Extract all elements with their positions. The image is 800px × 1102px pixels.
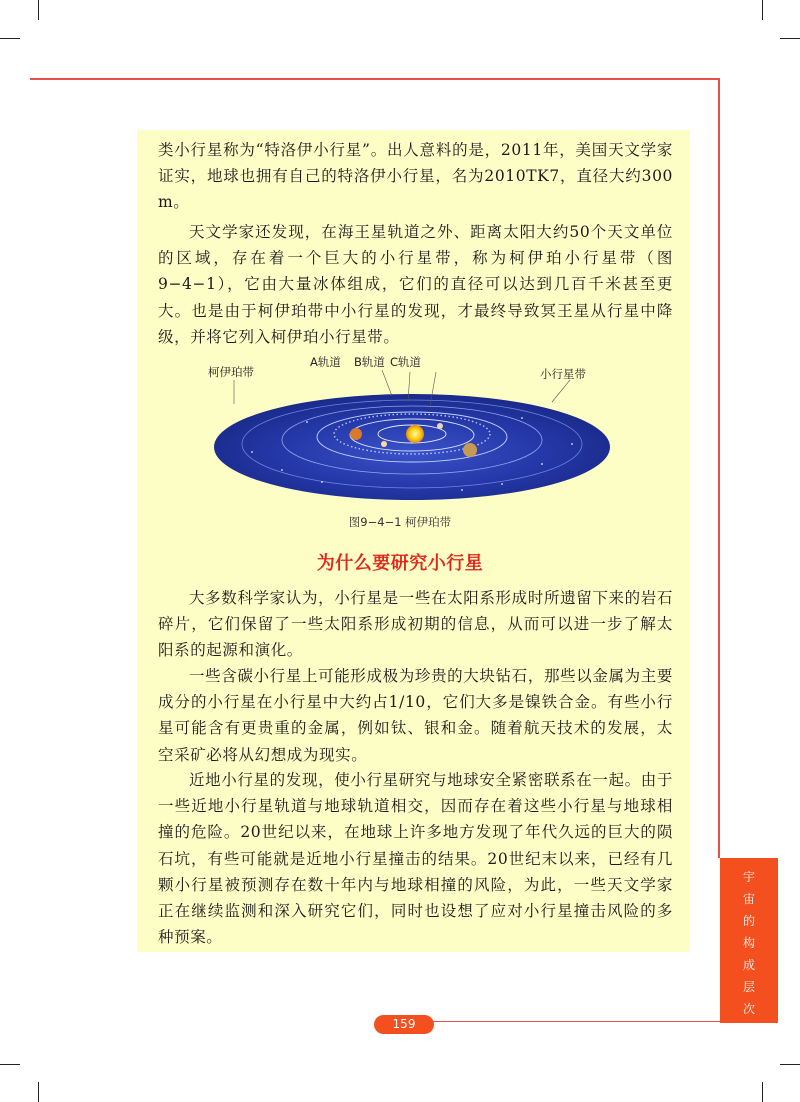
label-asteroid-belt: 小行星带 xyxy=(540,367,586,381)
crop-mark xyxy=(762,0,763,20)
side-tab-char: 的 xyxy=(742,914,755,928)
kuiper-belt-figure xyxy=(208,352,614,502)
crop-mark xyxy=(0,38,20,39)
page-number: 159 xyxy=(374,1015,434,1034)
crop-mark xyxy=(780,1064,800,1065)
chapter-side-tab xyxy=(720,858,778,1023)
paragraph-kuiper: 天文学家还发现，在海王星轨道之外、距离太阳大约50个天文单位的区域，存在着一个巨大的小行星带，称为柯伊珀小行星带（图9−4−1），它由大量冰体组成，它们的直径可以达到几百千米甚至更大。也是由于柯伊珀带中小行星的发现，才最终导致冥王星从行星中降级，并将它列入柯伊珀小行星带。 xyxy=(158,223,673,346)
label-orbit-b: B轨道 xyxy=(354,355,385,369)
label-orbit-c: C轨道 xyxy=(390,355,422,369)
paragraph-trojan: 类小行星称为“特洛伊小行星”。出人意料的是，2011年，美国天文学家证实，地球也拥有自己的特洛伊小行星，名为2010TK7，直径大约300 m。 xyxy=(158,141,673,212)
paragraph-near-earth: 近地小行星的发现，使小行星研究与地球安全紧密联系在一起。由于一些近地小行星轨道与地球轨道相交，因而存在着这些小行星与地球相撞的危险。20世纪以来，在地球上许多地方发现了年代久远的巨大的陨石坑，有些可能就是近地小行星撞击的结果。20世纪末以来，已经有几颗小行星被预测存在数十年内与地球相撞的风险，为此，一些天文学家正在继续监测和深入研究它们，同时也设想了应对小行星撞击风险的多种预案。 xyxy=(158,771,673,947)
crop-mark xyxy=(762,1082,763,1102)
page-frame-right xyxy=(718,78,720,858)
page-frame-top xyxy=(30,78,720,80)
side-tab-char: 层 xyxy=(742,980,755,994)
side-tab-char: 宙 xyxy=(742,892,755,906)
crop-mark xyxy=(38,0,39,20)
label-kuiper-belt: 柯伊珀带 xyxy=(208,365,254,379)
page-number-rule xyxy=(386,1021,720,1022)
paragraph-mining: 一些含碳小行星上可能形成极为珍贵的大块钻石，那些以金属为主要成分的小行星在小行星中大约占1/10，它们大多是镍铁合金。有些小行星可能含有更贵重的金属，例如钛、银和金。随着航天技术的发展，太空采矿必将从幻想成为现实。 xyxy=(158,667,673,764)
side-tab-char: 成 xyxy=(742,958,755,972)
crop-mark xyxy=(780,38,800,39)
side-tab-char: 宇 xyxy=(742,870,755,884)
paragraph-research-reason: 大多数科学家认为，小行星是一些在太阳系形成时所遗留下来的岩石碎片，它们保留了一些太阳系形成初期的信息，从而可以进一步了解太阳系的起源和演化。 xyxy=(158,589,673,660)
figure-caption: 图9−4−1 柯伊珀带 xyxy=(348,515,452,529)
label-orbit-a: A轨道 xyxy=(310,355,341,369)
side-tab-char: 构 xyxy=(742,936,755,950)
crop-mark xyxy=(0,1064,20,1065)
crop-mark xyxy=(38,1082,39,1102)
side-tab-char: 次 xyxy=(742,1002,755,1016)
section-title: 为什么要研究小行星 xyxy=(316,553,484,574)
